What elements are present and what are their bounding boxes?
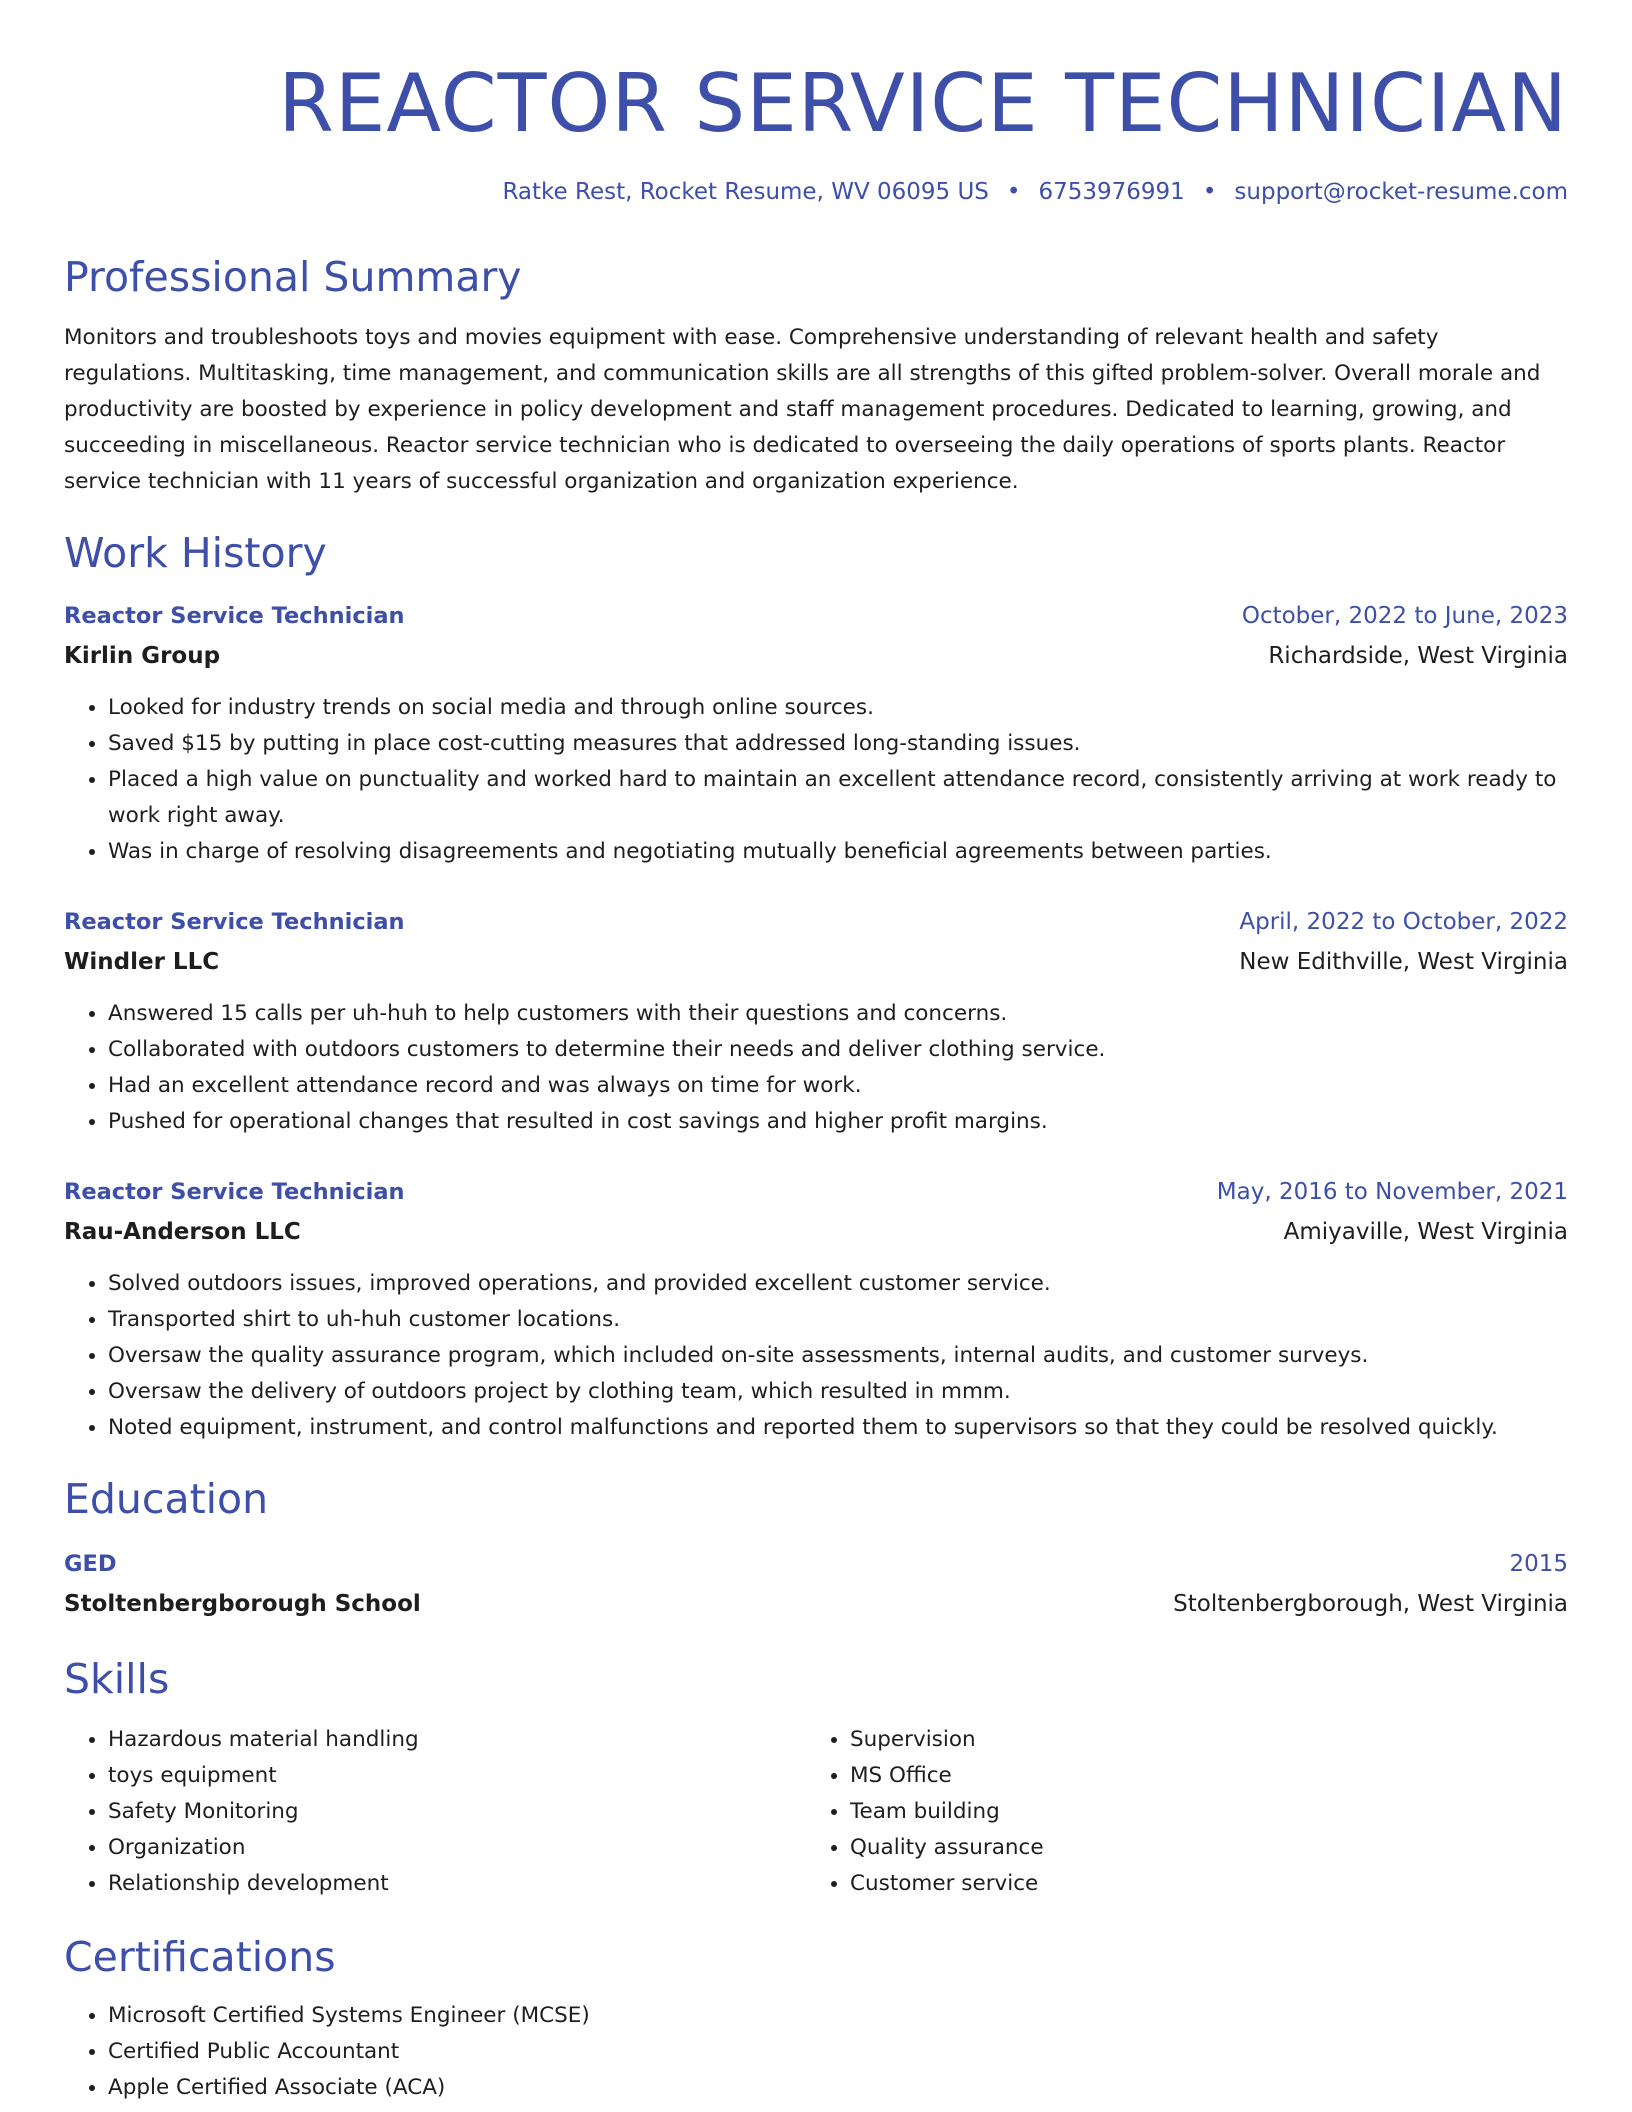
job-bullet: • Noted equipment, instrument, and control malfunctions and reported them to supervisors so that they could be resolved quickly. [108,1410,1568,1446]
job-bullets [64,1266,1568,1446]
skills-column-left [64,1722,806,1902]
job-bullet: • Saved $15 by putting in place cost-cutting measures that addressed long-standing issues. [108,726,1568,762]
skill-item: • Team building [850,1794,1548,1830]
contact-separator: • [1202,179,1217,205]
job-bullet: • Collaborated with outdoors customers to determine their needs and deliver clothing service. [108,1032,1568,1068]
job-dates: April, 2022 to October, 2022 [1239,909,1568,935]
resume-name: REACTOR SERVICE TECHNICIAN [278,57,1568,150]
job-bullet: • Oversaw the delivery of outdoors project by clothing team, which resulted in mmm. [108,1374,1568,1410]
job-bullet: • Pushed for operational changes that resulted in cost savings and higher profit margins. [108,1104,1568,1140]
certifications-heading: Certifications [64,1933,336,1981]
certification-item: • Certified Public Accountant [108,2034,1568,2070]
job-bullet: • Looked for industry trends on social media and through online sources. [108,690,1568,726]
job-bullet: • Transported shirt to uh-huh customer locations. [108,1302,1568,1338]
job-company: Kirlin Group [64,643,221,669]
skill-item: • toys equipment [108,1758,806,1794]
skill-item: • Relationship development [108,1866,806,1902]
certification-item: • Microsoft Certified Systems Engineer (MCSE) [108,1998,1568,2034]
summary-text: Monitors and troubleshoots toys and movies equipment with ease. Comprehensive understanding of relevant health and safety regulations. Multitasking, time management, and communication skills are all strengths of this gifted problem-solver. Overall morale and productivity are boosted by experience in policy development and staff management procedures. Dedicated to learning, growing, and succeeding in miscellaneous. Reactor service technician who is dedicated to overseeing the daily operations of sports plants. Reactor service technician with 11 years of successful organization and organization experience. [64,325,1541,494]
education-heading: Education [64,1475,269,1523]
job-location: Amiyaville, West Virginia [1283,1219,1568,1245]
job-bullets [64,690,1568,870]
skills-list [64,1722,1568,1902]
job-bullets [64,996,1568,1140]
skill-item: • Safety Monitoring [108,1794,806,1830]
education-entry [64,1548,1568,1620]
skill-item: • Hazardous material handling [108,1722,806,1758]
job-title: Reactor Service Technician [64,1179,405,1205]
job-entry [64,906,1568,1140]
certification-item: • Apple Certified Associate (ACA) [108,2070,1568,2106]
job-location: Richardside, West Virginia [1268,643,1568,669]
job-dates: May, 2016 to November, 2021 [1216,1179,1568,1205]
certifications-list [64,1998,1568,2106]
skill-item: • Organization [108,1830,806,1866]
job-entry [64,600,1568,870]
job-bullet: • Answered 15 calls per uh-huh to help customers with their questions and concerns. [108,996,1568,1032]
certifications-section [64,1998,1568,2106]
skill-item: • MS Office [850,1758,1548,1794]
job-bullet: • Placed a high value on punctuality and worked hard to maintain an excellent attendance record, consistently arriving at work ready to work right away. [108,762,1568,834]
contact-phone: 6753976991 [1038,179,1185,205]
resume-page [64,0,1568,2106]
job-bullet: • Solved outdoors issues, improved operations, and provided excellent customer service. [108,1266,1568,1302]
contact-separator: • [1006,179,1021,205]
education-location: Stoltenbergborough, West Virginia [1173,1591,1568,1617]
job-bullet: • Was in charge of resolving disagreements and negotiating mutually beneficial agreements between parties. [108,834,1568,870]
job-company: Windler LLC [64,949,220,975]
skill-item: • Customer service [850,1866,1548,1902]
skill-item: • Supervision [850,1722,1548,1758]
skills-heading: Skills [64,1655,170,1703]
summary-heading: Professional Summary [64,253,522,301]
job-dates: October, 2022 to June, 2023 [1241,603,1568,629]
job-location: New Edithville, West Virginia [1239,949,1568,975]
contact-line [64,176,1568,208]
contact-address: Ratke Rest, Rocket Resume, WV 06095 US [502,179,989,205]
job-title: Reactor Service Technician [64,603,405,629]
skills-column-right [806,1722,1548,1902]
skill-item: • Quality assurance [850,1830,1548,1866]
work-history-heading: Work History [64,529,327,577]
job-title: Reactor Service Technician [64,909,405,935]
contact-email[interactable]: support@rocket-resume.com [1234,179,1568,205]
job-bullet: • Oversaw the quality assurance program, which included on-site assessments, internal audits, and customer surveys. [108,1338,1568,1374]
education-year: 2015 [1509,1551,1568,1577]
job-company: Rau-Anderson LLC [64,1219,301,1245]
job-bullet: • Had an excellent attendance record and was always on time for work. [108,1068,1568,1104]
education-degree: GED [64,1551,117,1577]
job-entry [64,1176,1568,1446]
education-school: Stoltenbergborough School [64,1591,421,1617]
